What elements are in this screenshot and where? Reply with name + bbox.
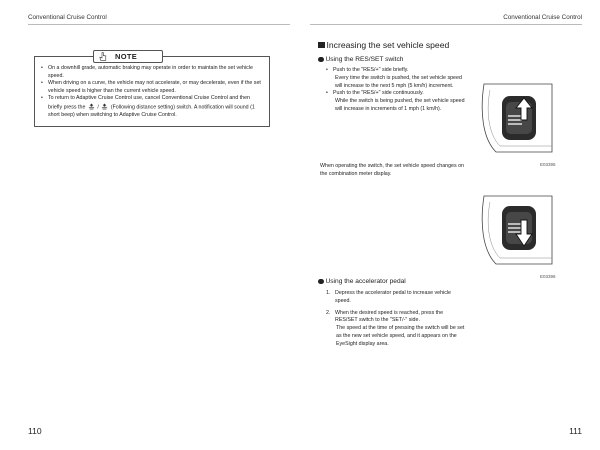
instruction-detail: While the switch is being pushed, the set vehicle speed will increase in increments of 1 mph (1 km/h). [335,98,465,112]
subsection-heading-text: Using the RES/SET switch [325,56,404,63]
note-title: NOTE [115,52,138,61]
instruction-step [326,310,466,326]
header-rule-right [310,24,582,25]
figure-code: E03395 [540,162,556,167]
distance-setting-icon [88,103,95,110]
instruction-detail: Every time the switch is pushed, the set vehicle speed will increase to the next 5 mph (5 km/h) increment. [335,74,462,89]
note-item3-after: (Following distance setting) switch. A notification will sound (1 short beep) when switching to Adaptive Cruise Control. [48,104,255,119]
step-number: 1. [326,290,331,296]
note-box [34,52,270,127]
step-number: 2. [326,309,331,316]
note-item [41,95,263,119]
subsection-heading-text: Using the accelerator pedal [325,278,406,285]
steering-switch-res-figure [476,80,554,154]
header-rule-left [28,24,290,25]
note-item: • On a downhill grade, automatic braking may operate in order to maintain the set vehicle speed. [41,65,263,80]
res-set-instructions [326,67,466,114]
section-square-icon [318,42,325,49]
note-tab [93,50,163,63]
res-set-note: When operating the switch, the set vehicle speed changes on the combination meter display. [320,163,464,177]
note-item3-sep: / [97,104,99,111]
page-number-left: 110 [28,426,42,436]
page-header-left: Conventional Cruise Control [28,14,107,21]
hand-pointing-icon [99,52,107,61]
step-text: When the desired speed is reached, press the RES/SET switch to the "SET/-" side. [335,309,444,324]
note-item: • When driving on a curve, the vehicle may not accelerate, or may decelerate, even if the set vehicle speed is higher than the current vehicle speed. [41,80,263,95]
section-title [318,40,449,50]
bullet-dot-icon [318,279,324,285]
instruction-detail: The speed at the time of pressing the switch will be set as the new set vehicle speed, and it appears on the EyeSight display area. [336,325,465,347]
subsection-heading-res-set [318,56,403,63]
distance-setting-icon-alt [101,103,108,110]
page-number-right: 111 [569,426,582,436]
instruction-bullet: • Push to the "RES/+" side continuously. [326,90,466,98]
instruction-bullet: • Push to the "RES/+" side briefly. [326,67,466,75]
note-list [41,65,263,120]
note-item3-before: To return to Adaptive Cruise Control use, cancel Conventional Cruise Control and then briefly press the [48,95,250,111]
subsection-heading-accelerator [318,278,406,285]
steering-switch-set-figure [476,192,554,266]
page-header-right: Conventional Cruise Control [503,14,582,21]
instruction-step [326,290,466,306]
section-title-text: Increasing the set vehicle speed [326,40,450,50]
accelerator-instructions [326,290,466,348]
step-text: Depress the accelerator pedal to increase vehicle speed. [335,290,452,304]
figure-code: E03396 [540,274,556,279]
bullet-dot-icon [318,57,324,63]
